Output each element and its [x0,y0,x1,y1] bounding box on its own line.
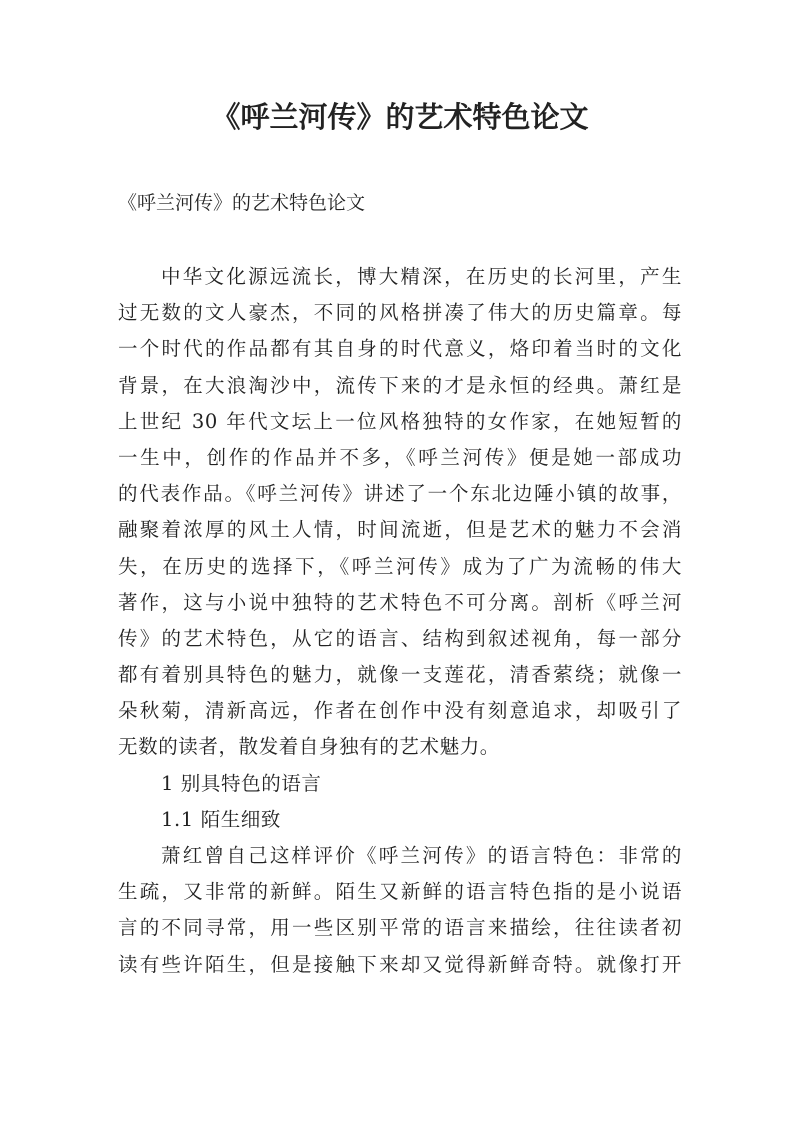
paragraph-line: 言的不同寻常，用一些区别平常的语言来描绘，往往读者初 [118,916,682,940]
paragraph-line: 生疏，又非常的新鲜。陌生又新鲜的语言特色指的是小说语 [118,880,682,904]
document-subtitle: 《呼兰河传》的艺术特色论文 [118,192,366,214]
subsection-heading: 1.1 陌生细致 [161,807,282,831]
paragraph-line: 的代表作品。《呼兰河传》讲述了一个东北边陲小镇的故事， [118,482,682,506]
paragraph-line: 朵秋菊，清新高远，作者在创作中没有刻意追求，却吸引了 [118,699,682,723]
document-title: 《呼兰河传》的艺术特色论文 [211,100,589,134]
paragraph-intro [118,259,682,766]
document-body [118,259,682,983]
paragraph-line: 背景，在大浪淘沙中，流传下来的才是永恒的经典。萧红是 [118,373,682,397]
paragraph-line: 中华文化源远流长，博大精深，在历史的长河里，产生 [161,265,682,288]
paragraph-line: 传》的艺术特色，从它的语言、结构到叙述视角，每一部分 [118,626,682,650]
paragraph-line: 一个时代的作品都有其自身的时代意义，烙印着当时的文化 [118,337,682,361]
paragraph-line: 一生中，创作的作品并不多，《呼兰河传》便是她一部成功 [118,445,682,469]
paragraph-line: 萧红曾自己这样评价《呼兰河传》的语言特色：非常的 [161,844,682,867]
section-heading: 1 别具特色的语言 [161,771,322,795]
paragraph-line: 上世纪 30 年代文坛上一位风格独特的女作家，在她短暂的 [118,409,682,433]
paragraph-line: 著作，这与小说中独特的艺术特色不可分离。剖析《呼兰河 [118,590,682,614]
paragraph-line: 无数的读者，散发着自身独有的艺术魅力。 [118,735,500,759]
paragraph-language [118,838,682,983]
paragraph-line: 读有些许陌生，但是接触下来却又觉得新鲜奇特。就像打开 [118,952,682,976]
paragraph-line: 过无数的文人豪杰，不同的风格拼凑了伟大的历史篇章。每 [118,301,682,325]
paragraph-line: 融聚着浓厚的风土人情，时间流逝，但是艺术的魅力不会消 [118,518,682,542]
paragraph-line: 失，在历史的选择下，《呼兰河传》成为了广为流畅的伟大 [118,554,682,578]
paragraph-line: 都有着别具特色的魅力，就像一支莲花，清香萦绕；就像一 [118,663,682,687]
